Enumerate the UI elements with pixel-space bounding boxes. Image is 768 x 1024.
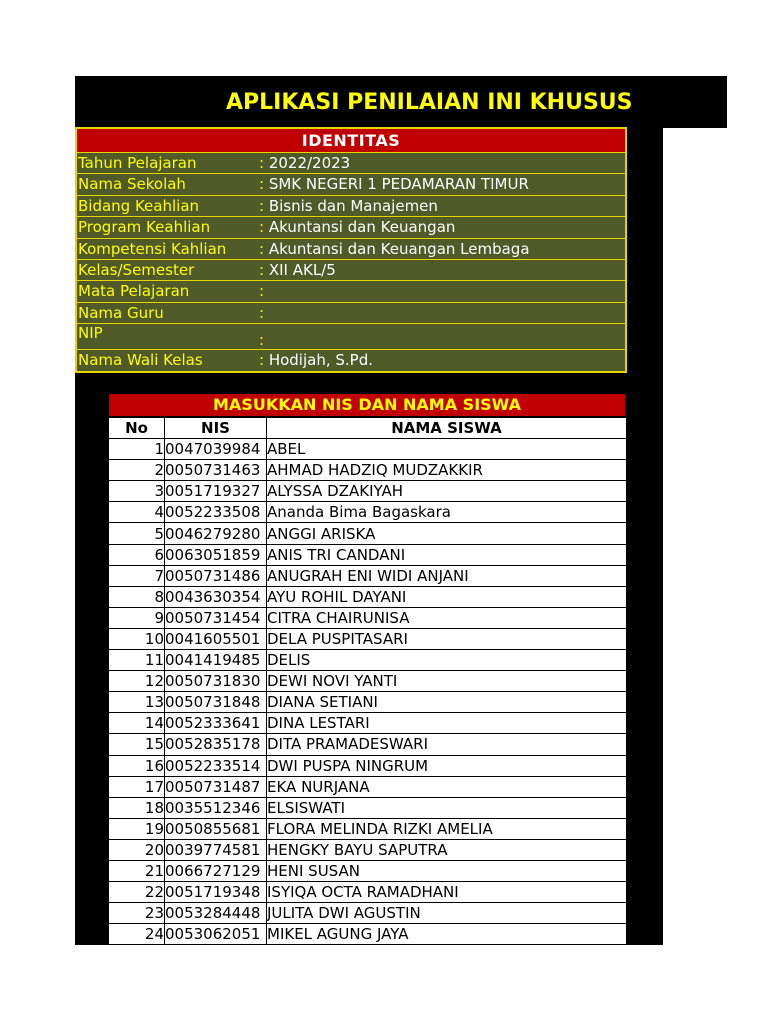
student-table — [108, 417, 627, 945]
identitas-value: Akuntansi dan Keuangan — [268, 218, 456, 237]
cell-nis[interactable]: 0053284448 — [165, 903, 267, 924]
column-header-no: No — [109, 418, 165, 439]
cell-nis[interactable]: 0050855681 — [165, 818, 267, 839]
identitas-value: Bisnis dan Manajemen — [268, 196, 438, 215]
cell-no[interactable]: 10 — [109, 628, 165, 649]
cell-nis[interactable]: 0050731454 — [165, 607, 267, 628]
cell-nis[interactable]: 0041419485 — [165, 650, 267, 671]
identitas-value-cell[interactable]: : — [259, 303, 265, 322]
table-row — [109, 903, 627, 924]
table-row — [109, 481, 627, 502]
table-row — [109, 628, 627, 649]
cell-name[interactable]: HENI SUSAN — [267, 860, 627, 881]
table-row — [109, 924, 627, 945]
cell-nis[interactable]: 0050731486 — [165, 565, 267, 586]
cell-no[interactable]: 4 — [109, 502, 165, 523]
table-row — [109, 439, 627, 460]
identitas-row — [77, 324, 625, 350]
cell-no[interactable]: 20 — [109, 839, 165, 860]
cell-name[interactable]: DITA PRAMADESWARI — [267, 734, 627, 755]
cell-no[interactable]: 9 — [109, 607, 165, 628]
cell-nis[interactable]: 0052835178 — [165, 734, 267, 755]
identitas-value-cell[interactable]: : — [259, 331, 265, 350]
cell-no[interactable]: 21 — [109, 860, 165, 881]
identitas-label: Nama Guru — [78, 303, 164, 322]
cell-nis[interactable]: 0039774581 — [165, 839, 267, 860]
identitas-value-cell[interactable]: : Bisnis dan Manajemen — [259, 196, 438, 215]
table-row — [109, 565, 627, 586]
cell-nis[interactable]: 0053062051 — [165, 924, 267, 945]
cell-no[interactable]: 18 — [109, 797, 165, 818]
cell-no[interactable]: 14 — [109, 713, 165, 734]
identitas-label: Nama Sekolah — [78, 175, 186, 194]
cell-no[interactable]: 8 — [109, 586, 165, 607]
identitas-row — [77, 217, 625, 238]
cell-nis[interactable]: 0046279280 — [165, 523, 267, 544]
cell-nis[interactable]: 0047039984 — [165, 439, 267, 460]
table-row — [109, 502, 627, 523]
table-row — [109, 755, 627, 776]
table-row — [109, 713, 627, 734]
cell-name[interactable]: JULITA DWI AGUSTIN — [267, 903, 627, 924]
cell-no[interactable]: 1 — [109, 439, 165, 460]
identitas-row — [77, 153, 625, 174]
cell-no[interactable]: 17 — [109, 776, 165, 797]
identitas-value: XII AKL/5 — [268, 260, 336, 279]
table-row — [109, 607, 627, 628]
cell-name[interactable]: DIANA SETIANI — [267, 692, 627, 713]
identitas-label: NIP — [78, 324, 103, 343]
identitas-value-cell[interactable]: : XII AKL/5 — [259, 260, 336, 279]
cell-name[interactable]: ISYIQA OCTA RAMADHANI — [267, 882, 627, 903]
cell-no[interactable]: 22 — [109, 882, 165, 903]
cell-name[interactable]: EKA NURJANA — [267, 776, 627, 797]
identitas-value-cell[interactable]: : SMK NEGERI 1 PEDAMARAN TIMUR — [259, 175, 529, 194]
cell-name[interactable]: ANGGI ARISKA — [267, 523, 627, 544]
cell-no[interactable]: 13 — [109, 692, 165, 713]
identitas-row — [77, 281, 625, 302]
identitas-row — [77, 174, 625, 195]
cell-nis[interactable]: 0051719327 — [165, 481, 267, 502]
cell-no[interactable]: 2 — [109, 460, 165, 481]
table-row — [109, 460, 627, 481]
column-header-name: NAMA SISWA — [267, 418, 627, 439]
cell-nis[interactable]: 0066727129 — [165, 860, 267, 881]
table-row — [109, 586, 627, 607]
cell-name[interactable]: MIKEL AGUNG JAYA — [267, 924, 627, 945]
identitas-row — [77, 239, 625, 260]
table-row — [109, 776, 627, 797]
cell-name[interactable]: DWI PUSPA NINGRUM — [267, 755, 627, 776]
identitas-value: SMK NEGERI 1 PEDAMARAN TIMUR — [268, 175, 529, 194]
cell-no[interactable]: 16 — [109, 755, 165, 776]
table-row — [109, 650, 627, 671]
identitas-row — [77, 260, 625, 281]
cell-name[interactable]: DELA PUSPITASARI — [267, 628, 627, 649]
cell-nis[interactable]: 0043630354 — [165, 586, 267, 607]
cell-no[interactable]: 11 — [109, 650, 165, 671]
cell-nis[interactable]: 0052333641 — [165, 713, 267, 734]
app-title: APLIKASI PENILAIAN INI KHUSUS — [226, 89, 633, 115]
identitas-value-cell[interactable]: : 2022/2023 — [259, 154, 351, 172]
cell-no[interactable]: 24 — [109, 924, 165, 945]
identitas-header: IDENTITAS — [77, 129, 625, 153]
cell-name[interactable]: ABEL — [267, 439, 627, 460]
identitas-value: Hodijah, S.Pd. — [268, 351, 374, 370]
identitas-label: Tahun Pelajaran — [78, 154, 197, 172]
identitas-label: Mata Pelajaran — [78, 282, 190, 301]
cell-name[interactable]: CITRA CHAIRUNISA — [267, 607, 627, 628]
table-header-row — [109, 418, 627, 439]
cell-name[interactable]: DELIS — [267, 650, 627, 671]
cell-nis[interactable]: 0050731463 — [165, 460, 267, 481]
cell-nis[interactable]: 0052233514 — [165, 755, 267, 776]
cell-nis[interactable]: 0063051859 — [165, 544, 267, 565]
table-row — [109, 692, 627, 713]
cell-nis[interactable]: 0052233508 — [165, 502, 267, 523]
cell-name[interactable]: ANIS TRI CANDANI — [267, 544, 627, 565]
student-list-panel — [108, 393, 626, 945]
table-row — [109, 544, 627, 565]
table-row — [109, 671, 627, 692]
cell-no[interactable]: 6 — [109, 544, 165, 565]
cell-no[interactable]: 7 — [109, 565, 165, 586]
cell-name[interactable]: FLORA MELINDA RIZKI AMELIA — [267, 818, 627, 839]
cell-name[interactable]: ELSISWATI — [267, 797, 627, 818]
table-row — [109, 818, 627, 839]
identitas-label: Kompetensi Kahlian — [78, 239, 227, 258]
identitas-row — [77, 350, 625, 370]
cell-nis[interactable]: 0035512346 — [165, 797, 267, 818]
cell-name[interactable]: ANUGRAH ENI WIDI ANJANI — [267, 565, 627, 586]
column-header-nis: NIS — [165, 418, 267, 439]
cell-name[interactable]: ALYSSA DZAKIYAH — [267, 481, 627, 502]
cell-name[interactable]: AHMAD HADZIQ MUDZAKKIR — [267, 460, 627, 481]
identitas-row — [77, 303, 625, 324]
table-row — [109, 860, 627, 881]
identitas-value-cell[interactable]: : Akuntansi dan Keuangan — [259, 218, 456, 237]
cell-name[interactable]: DINA LESTARI — [267, 713, 627, 734]
identitas-value-cell[interactable]: : — [259, 282, 265, 301]
cell-name[interactable]: Ananda Bima Bagaskara — [267, 502, 627, 523]
identitas-label: Kelas/Semester — [78, 260, 195, 279]
table-row — [109, 882, 627, 903]
cell-nis[interactable]: 0050731487 — [165, 776, 267, 797]
identitas-label: Nama Wali Kelas — [78, 351, 203, 370]
table-row — [109, 734, 627, 755]
cell-no[interactable]: 3 — [109, 481, 165, 502]
student-list-header: MASUKKAN NIS DAN NAMA SISWA — [108, 393, 626, 417]
identitas-value: Akuntansi dan Keuangan Lembaga — [268, 239, 530, 258]
cell-nis[interactable]: 0041605501 — [165, 628, 267, 649]
cell-no[interactable]: 19 — [109, 818, 165, 839]
identitas-label: Program Keahlian — [78, 218, 211, 237]
identitas-value-cell[interactable]: : Hodijah, S.Pd. — [259, 351, 374, 370]
cell-no[interactable]: 5 — [109, 523, 165, 544]
cell-nis[interactable]: 0051719348 — [165, 882, 267, 903]
cell-no[interactable]: 23 — [109, 903, 165, 924]
cell-no[interactable]: 12 — [109, 671, 165, 692]
identitas-value: 2022/2023 — [268, 154, 351, 172]
identitas-row — [77, 196, 625, 217]
identitas-value-cell[interactable]: : Akuntansi dan Keuangan Lembaga — [259, 239, 530, 258]
table-row — [109, 797, 627, 818]
cell-name[interactable]: AYU ROHIL DAYANI — [267, 586, 627, 607]
cell-name[interactable]: HENGKY BAYU SAPUTRA — [267, 839, 627, 860]
identitas-panel — [75, 127, 627, 373]
cell-nis[interactable]: 0050731830 — [165, 671, 267, 692]
identitas-label: Bidang Keahlian — [78, 196, 200, 215]
table-row — [109, 839, 627, 860]
cell-no[interactable]: 15 — [109, 734, 165, 755]
cell-nis[interactable]: 0050731848 — [165, 692, 267, 713]
table-row — [109, 523, 627, 544]
cell-name[interactable]: DEWI NOVI YANTI — [267, 671, 627, 692]
